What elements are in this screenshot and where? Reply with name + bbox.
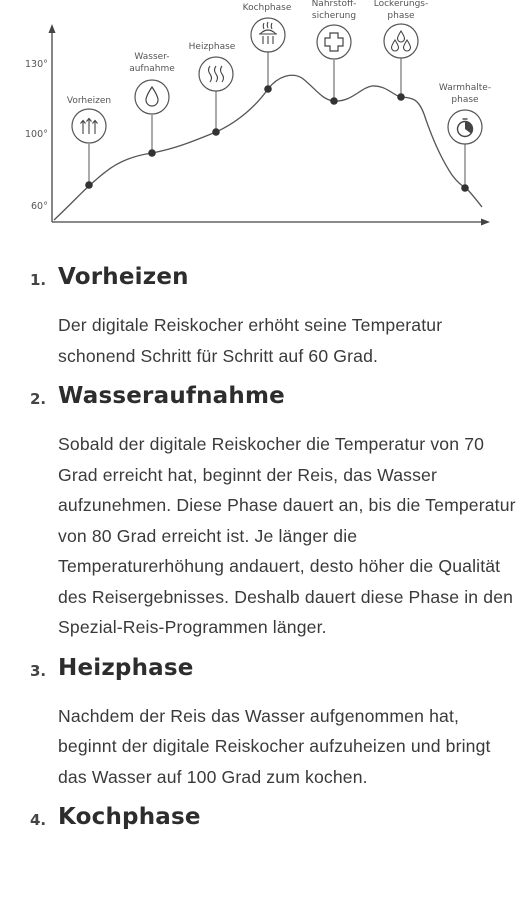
step-heading bbox=[30, 653, 519, 691]
step-number: 1. bbox=[30, 271, 47, 289]
step-heading bbox=[30, 381, 519, 419]
step-vorheizen bbox=[0, 262, 529, 371]
phase-label: Kochphase bbox=[242, 3, 292, 13]
phase-dot bbox=[397, 93, 405, 101]
phase-marker-warmhaltephase bbox=[439, 83, 491, 192]
phase-dot bbox=[148, 149, 156, 157]
phase-marker-wasseraufnahme bbox=[129, 52, 175, 157]
phase-dot bbox=[330, 97, 338, 105]
y-tick-130: 130° bbox=[25, 59, 48, 70]
phase-label: phase bbox=[451, 95, 479, 105]
phase-dot bbox=[85, 181, 93, 189]
step-wasseraufnahme bbox=[0, 381, 529, 643]
step-title: Kochphase bbox=[58, 804, 201, 830]
phase-label: Wasser- bbox=[134, 52, 170, 62]
step-heizphase bbox=[0, 653, 529, 793]
y-tick-60: 60° bbox=[31, 201, 48, 212]
step-kochphase bbox=[0, 802, 529, 840]
x-axis-arrow bbox=[481, 219, 490, 226]
phase-label: Vorheizen bbox=[66, 96, 112, 106]
phase-marker-vorheizen bbox=[67, 96, 111, 189]
phase-label: Warmhalte- bbox=[438, 83, 492, 93]
temperature-curve bbox=[54, 75, 482, 220]
step-description: Nachdem der Reis das Wasser aufgenommen hat, beginnt der digitale Reiskocher aufzuheizen und bringt das Wasser auf 100 Grad zum kochen. bbox=[58, 705, 491, 787]
step-title: Vorheizen bbox=[58, 264, 189, 290]
phase-label: Heizphase bbox=[188, 42, 236, 52]
step-heading bbox=[30, 262, 519, 300]
phase-marker-naehrstoffsicherung bbox=[312, 0, 357, 105]
step-heading bbox=[30, 802, 519, 840]
step-description: Sobald der digitale Reiskocher die Temperatur von 70 Grad erreicht hat, beginnt der Reis, das Wasser aufzunehmen. Diese Phase dauert an, bis die Temperatur von 80 Grad erreicht ist. Je länger die Temperaturerhöhung andauert, desto höher die Qualität des Reisergebnisses. Deshalb dauert diese Phase in den Spezial-Reis-Programmen länger. bbox=[58, 434, 516, 637]
phase-label: Lockerungs- bbox=[373, 0, 429, 9]
y-axis-arrow bbox=[49, 24, 56, 33]
phase-label: sicherung bbox=[311, 11, 357, 21]
rice-cooker-phase-diagram bbox=[0, 0, 529, 240]
phase-marker-lockerungsphase bbox=[374, 0, 429, 101]
phase-dot bbox=[264, 85, 272, 93]
rising-heat-arrows-icon bbox=[81, 119, 98, 135]
phase-steps-list bbox=[0, 262, 529, 840]
step-description: Der digitale Reiskocher erhöht seine Temperatur schonend Schritt für Schritt auf 60 Grad. bbox=[58, 315, 443, 366]
phase-dot bbox=[461, 184, 469, 192]
phase-dot bbox=[212, 128, 220, 136]
step-number: 4. bbox=[30, 811, 47, 829]
phase-label: phase bbox=[387, 11, 415, 21]
phase-marker-heizphase bbox=[189, 42, 236, 136]
y-tick-100: 100° bbox=[25, 129, 48, 140]
phase-marker-kochphase bbox=[243, 3, 292, 93]
step-number: 2. bbox=[30, 390, 47, 408]
step-number: 3. bbox=[30, 661, 47, 680]
step-title: Heizphase bbox=[58, 654, 194, 681]
phase-label: Nährstoff- bbox=[311, 0, 357, 9]
step-title: Wasseraufnahme bbox=[58, 383, 285, 409]
phase-label: aufnahme bbox=[129, 64, 175, 74]
